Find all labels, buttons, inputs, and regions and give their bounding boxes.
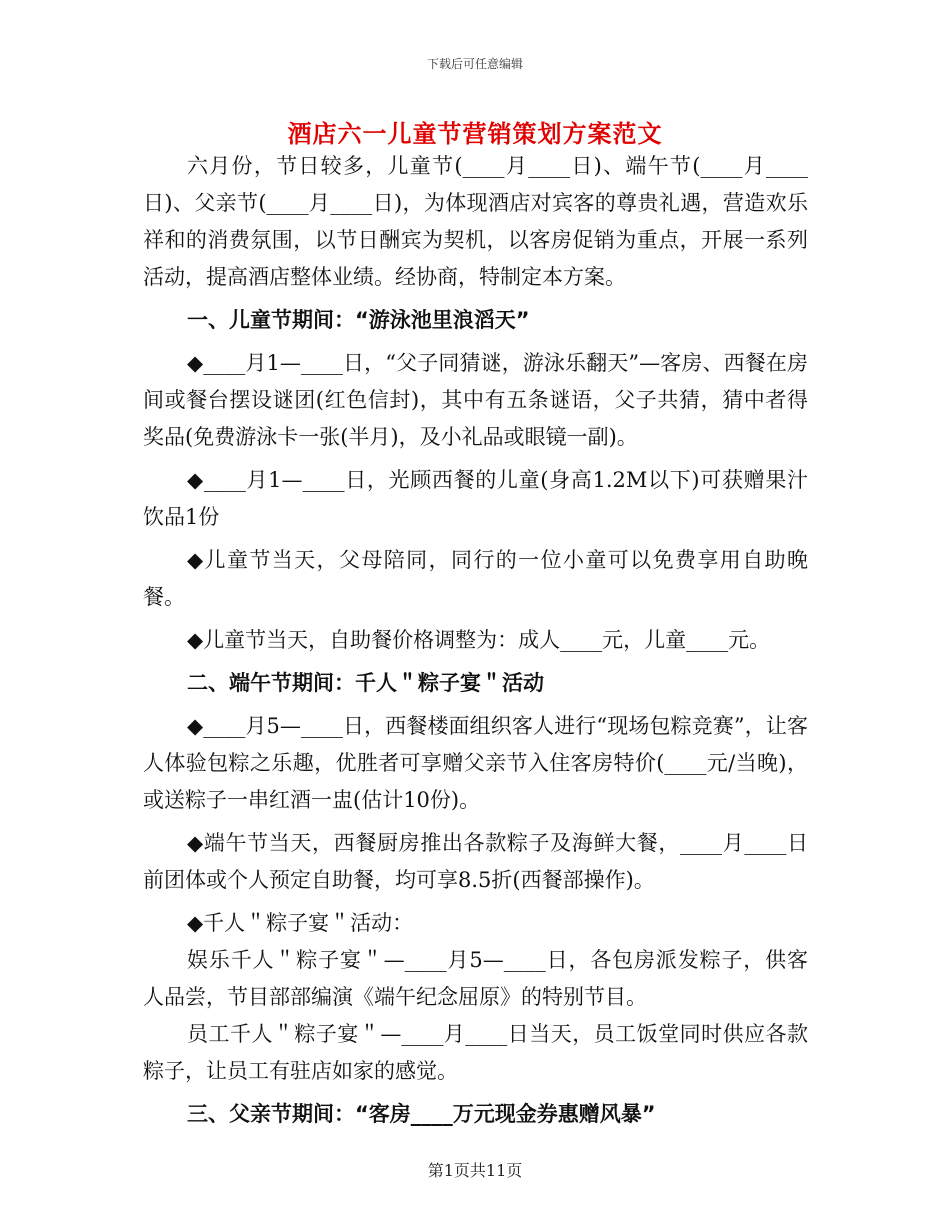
document-title: 酒店六一儿童节营销策划方案范文: [287, 120, 663, 148]
document-body: [143, 148, 808, 1133]
page-footer: 第1页共11页: [427, 1161, 523, 1180]
section-heading-fathers-day: 三、父亲节期间：“客房____万元现金券惠赠风暴”: [187, 1102, 656, 1126]
bullet-paragraph: ◆端午节当天，西餐厨房推出各款粽子及海鲜大餐，____月____日前团体或个人预定自助餐，均可享8.5折(西餐部操作)。: [143, 831, 808, 892]
bullet-paragraph: ◆千人＂粽子宴＂活动：: [187, 911, 414, 935]
bullet-paragraph: ◆儿童节当天，父母陪同，同行的一位小童可以免费享用自助晚餐。: [143, 548, 808, 609]
body-paragraph: 娱乐千人＂粽子宴＂—____月5—____日，各包房派发粽子，供客人品尝，节目部部编演《端午纪念屈原》的特别节目。: [143, 948, 808, 1009]
header-note: 下载后可任意编辑: [426, 57, 523, 71]
bullet-paragraph: ◆儿童节当天，自助餐价格调整为：成人____元，儿童____元。: [187, 628, 771, 652]
body-paragraph: 员工千人＂粽子宴＂—____月____日当天，员工饭堂同时供应各款粽子，让员工有驻店如家的感觉。: [143, 1022, 808, 1083]
section-heading-children-day: 一、儿童节期间：“游泳池里浪滔天”: [187, 308, 530, 332]
bullet-paragraph: ◆____月1—____日，“父子同猜谜，游泳乐翻天”—客房、西餐在房间或餐台摆设谜团(红色信封)，其中有五条谜语，父子共猜，猜中者得奖品(免费游泳卡一张(半月)，及小礼品或眼镜一副)。: [143, 351, 808, 449]
bullet-paragraph: ◆____月5—____日，西餐楼面组织客人进行“现场包粽竞赛”，让客人体验包粽之乐趣，优胜者可享赠父亲节入住客房特价(____元/当晚)，或送粽子一串红酒一盅(估计10份)。: [143, 714, 808, 812]
section-heading-dragon-boat: 二、端午节期间：千人＂粽子宴＂活动: [187, 671, 544, 695]
intro-paragraph: 六月份，节日较多，儿童节(____月____日)、端午节(____月____日)、父亲节(____月____日)，为体现酒店对宾客的尊贵礼遇，营造欢乐祥和的消费氛围，以节日酬宾为契机，以客房促销为重点，开展一系列活动，提高酒店整体业绩。经协商，特制定本方案。: [143, 154, 808, 289]
bullet-paragraph: ◆____月1—____日，光顾西餐的儿童(身高1.2M以下)可获赠果汁饮品1份: [143, 468, 808, 529]
